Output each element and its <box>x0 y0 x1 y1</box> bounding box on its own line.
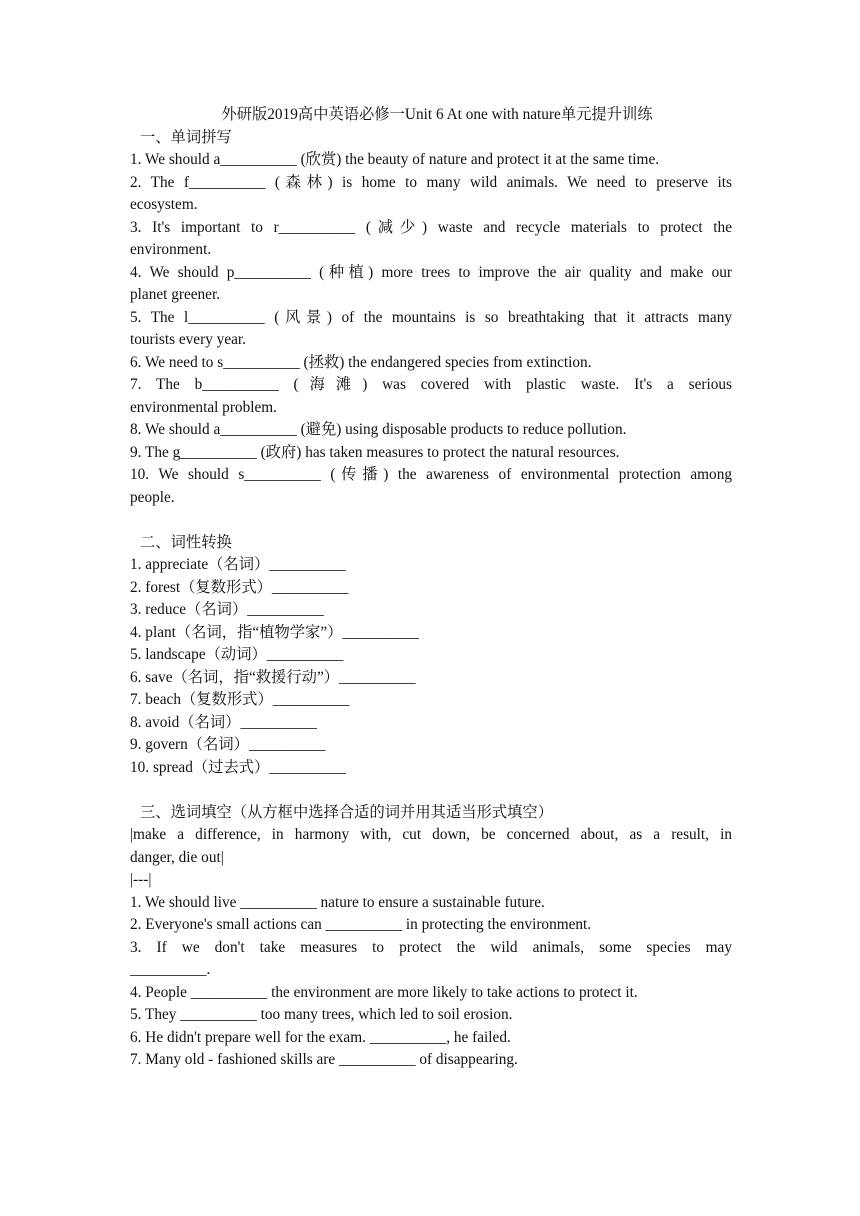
question-line: 9. govern（名词）__________ <box>130 736 326 753</box>
question-line: environment. <box>130 241 212 258</box>
question-line: 7. The b__________ (海滩) was covered with plastic waste. It's a serious <box>130 376 732 393</box>
question-line: __________. <box>130 961 211 978</box>
question-line: 7. Many old - fashioned skills are __________ of disappearing. <box>130 1051 518 1068</box>
question-line: 2. Everyone's small actions can __________ in protecting the environment. <box>130 916 592 933</box>
word-box-line: |make a difference, in harmony with, cut down, be concerned about, as a result, in <box>130 826 732 843</box>
question-line: 4. People __________ the environment are more likely to take actions to protect it. <box>130 983 638 1001</box>
question-line: 4. plant（名词，指“植物学家”）__________ <box>130 623 419 641</box>
section1-heading: 一、单词拼写 <box>140 128 232 146</box>
spacer <box>130 779 732 802</box>
question-line: 3. reduce（名词）__________ <box>130 601 324 618</box>
question-line: 5. They __________ too many trees, which led to soil erosion. <box>130 1006 513 1023</box>
question-line: 1. We should a__________ (欣赏) the beauty of nature and protect it at the same time. <box>130 151 660 168</box>
document-title: 外研版2019高中英语必修一Unit 6 At one with nature单元提升训练 <box>221 106 653 123</box>
question-line: ecosystem. <box>130 196 198 213</box>
question-line: 5. landscape（动词）__________ <box>130 646 344 663</box>
question-line: 8. We should a__________ (避免) using disposable products to reduce pollution. <box>130 421 627 438</box>
question-line: environmental problem. <box>130 398 277 416</box>
question-line: 2. forest（复数形式）__________ <box>130 578 349 596</box>
question-line: 10. spread（过去式）__________ <box>130 758 346 776</box>
question-line: 6. save（名词，指“救援行动”）__________ <box>130 668 416 686</box>
section2-heading: 二、词性转换 <box>140 533 232 551</box>
question-line: 8. avoid（名词）__________ <box>130 713 317 731</box>
spacer <box>130 509 732 532</box>
question-line: tourists every year. <box>130 331 246 348</box>
question-line: planet greener. <box>130 286 221 303</box>
word-box-line: |---| <box>130 871 152 888</box>
question-line: 10. We should s__________ (传播) the awareness of environmental protection among <box>130 466 732 483</box>
question-line: 3. If we don't take measures to protect the wild animals, some species may <box>130 938 732 956</box>
question-line: 7. beach（复数形式）__________ <box>130 691 350 708</box>
question-line: 6. We need to s__________ (拯救) the endangered species from extinction. <box>130 353 592 371</box>
question-line: 2. The f__________ (森林) is home to many wild animals. We need to preserve its <box>130 173 732 191</box>
question-line: 1. We should live __________ nature to ensure a sustainable future. <box>130 893 545 911</box>
section3-heading: 三、选词填空（从方框中选择合适的词并用其适当形式填空） <box>140 803 554 821</box>
word-box-line: danger, die out| <box>130 848 224 866</box>
question-line: 5. The l__________ (风景) of the mountains is so breathtaking that it attracts many <box>130 308 732 326</box>
question-line: 9. The g__________ (政府) has taken measures to protect the natural resources. <box>130 443 620 461</box>
question-line: people. <box>130 488 175 506</box>
document-content <box>130 104 732 1072</box>
question-line: 6. He didn't prepare well for the exam. __________, he failed. <box>130 1028 511 1046</box>
question-line: 4. We should p__________ (种植) more trees to improve the air quality and make our <box>130 263 732 281</box>
question-line: 3. It's important to r__________ (减少) waste and recycle materials to protect the <box>130 218 732 236</box>
question-line: 1. appreciate（名词）__________ <box>130 556 346 573</box>
